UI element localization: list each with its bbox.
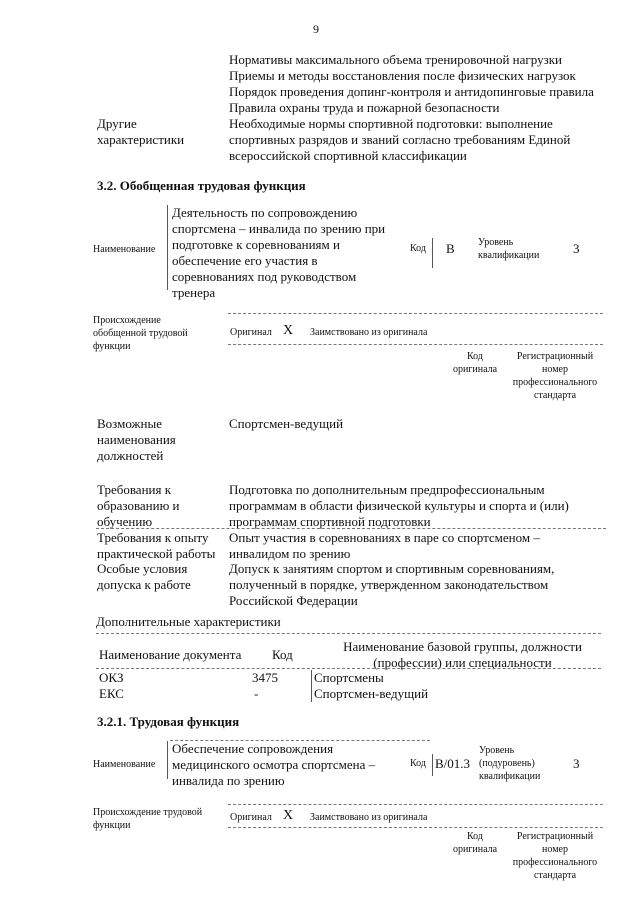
registration-number-caption xyxy=(505,350,605,402)
text-line: Приемы и методы восстановления после физических нагрузок xyxy=(229,68,576,83)
label-line: профессионального xyxy=(512,857,598,868)
level-value: 3 xyxy=(573,756,580,771)
borrowed-label: Заимствовано из оригинала xyxy=(310,327,428,338)
original-mark: X xyxy=(283,808,294,823)
col-code-header: Код xyxy=(272,647,293,662)
label-line: Регистрационный xyxy=(516,831,594,842)
other-characteristics-text xyxy=(229,52,619,164)
borrowed-label: Заимствовано из оригинала xyxy=(310,812,428,823)
text-line: программам спортивной подготовки xyxy=(229,514,431,529)
label-line: Регистрационный xyxy=(516,351,594,362)
subsection-heading: 3.2.1. Трудовая функция xyxy=(97,714,240,729)
original-label: Оригинал xyxy=(230,812,272,823)
label-line: обобщенной трудовой xyxy=(93,328,188,339)
table-row xyxy=(314,670,428,702)
cell-name: Спортсмены xyxy=(314,670,384,685)
experience-label xyxy=(97,530,215,562)
label-line: Уровень xyxy=(478,237,514,248)
text-line: полученный в порядке, утвержденном законодательством xyxy=(229,577,549,592)
label-line: профессионального xyxy=(512,377,598,388)
text-line: спортивных разрядов и званий согласно требованиям Единой xyxy=(229,132,571,147)
text-line: подготовке к соревнованиям и xyxy=(172,237,340,252)
origin-label xyxy=(93,806,202,832)
label-line: Наименование базовой группы, должности xyxy=(343,639,582,654)
table-row xyxy=(252,670,282,702)
text-line: спортсмена – инвалида по зрению при xyxy=(172,221,386,236)
label-line: функции xyxy=(93,820,131,831)
name-label: Наименование xyxy=(93,759,156,770)
function-name xyxy=(172,741,397,789)
label-line: (профессии) или специальности xyxy=(373,655,552,670)
label-line: квалификации xyxy=(478,250,540,261)
cell-code: - xyxy=(254,686,259,701)
code-value: B/01.3 xyxy=(435,756,471,771)
label-line: Код xyxy=(467,351,483,362)
col-name-header xyxy=(315,639,610,671)
label-line: оригинала xyxy=(452,364,498,375)
origin-label xyxy=(93,314,188,353)
positions-label xyxy=(97,416,176,464)
section-heading: 3.2. Обобщенная трудовая функция xyxy=(97,178,306,193)
level-label xyxy=(479,744,540,783)
text-line: Подготовка по дополнительным предпрофессиональным xyxy=(229,482,545,497)
original-label: Оригинал xyxy=(230,327,272,338)
text-line: инвалидом по зрению xyxy=(229,546,351,561)
label-line: функции xyxy=(93,341,131,352)
education-value xyxy=(229,482,619,530)
text-line: соревнованиях под руководством xyxy=(172,269,357,284)
other-characteristics-label xyxy=(97,116,184,148)
code-value: B xyxy=(446,241,455,256)
text-line: Нормативы максимального объема тренировочной нагрузки xyxy=(229,52,562,67)
label-line: Требования к xyxy=(97,482,172,497)
experience-value xyxy=(229,530,619,562)
admission-value xyxy=(229,561,619,609)
text-line: Порядок проведения допинг-контроля и антидопинговые правила xyxy=(229,84,594,99)
name-label: Наименование xyxy=(93,244,156,255)
text-line: Допуск к занятиям спортом и спортивным соревнованиям, xyxy=(229,561,555,576)
label-line: наименования xyxy=(97,432,176,447)
label-line: практической работы xyxy=(97,546,216,561)
code-label: Код xyxy=(410,243,426,254)
label-line: квалификации xyxy=(479,771,541,782)
cell-code: 3475 xyxy=(252,670,278,685)
label-line: Происхождение трудовой xyxy=(93,807,203,818)
text-line: программам в области физической культуры и спорта и (или) xyxy=(229,498,569,513)
text-line: Опыт участия в соревнованиях в паре со спортсменом – xyxy=(229,530,540,545)
label-line: Уровень xyxy=(479,745,515,756)
label-line: Происхождение xyxy=(93,315,161,326)
text-line: Правила охраны труда и пожарной безопасности xyxy=(229,100,500,115)
extra-heading: Дополнительные характеристики xyxy=(96,614,281,629)
table-row xyxy=(99,670,124,702)
text-line: обеспечение его участия в xyxy=(172,253,318,268)
text-line: медицинского осмотра спортсмена – xyxy=(172,757,376,772)
text-line: инвалида по зрению xyxy=(172,773,285,788)
label-line: оригинала xyxy=(452,844,498,855)
label-line: Требования к опыту xyxy=(97,530,209,545)
label-line: должностей xyxy=(97,448,164,463)
label-line: образованию и xyxy=(97,498,180,513)
original-mark: X xyxy=(283,323,294,338)
page-number: 9 xyxy=(313,22,319,36)
label-line: номер xyxy=(542,364,568,375)
level-value: 3 xyxy=(573,241,580,256)
text-line: Необходимые нормы спортивной подготовки: выполнение xyxy=(229,116,553,131)
education-label xyxy=(97,482,180,530)
function-name xyxy=(172,205,392,301)
cell-name: Спортсмен-ведущий xyxy=(314,686,429,701)
text-line: Российской Федерации xyxy=(229,593,358,608)
text-line: всероссийской спортивной классификации xyxy=(229,148,467,163)
label-line: характеристики xyxy=(97,132,185,147)
text-line: Деятельность по сопровождению xyxy=(172,205,358,220)
label-line: (подуровень) xyxy=(479,758,535,769)
label-line: Особые условия xyxy=(97,561,188,576)
text-line: Обеспечение сопровождения xyxy=(172,741,334,756)
label-line: Код xyxy=(467,831,483,842)
label-line: стандарта xyxy=(533,390,577,401)
admission-label xyxy=(97,561,191,593)
registration-number-caption xyxy=(505,830,605,882)
cell-document: ОКЗ xyxy=(99,670,124,685)
label-line: Возможные xyxy=(97,416,162,431)
original-code-caption xyxy=(450,830,500,856)
label-line: стандарта xyxy=(533,870,577,881)
code-label: Код xyxy=(410,758,426,769)
cell-document: ЕКС xyxy=(99,686,124,701)
level-label xyxy=(478,236,539,262)
original-code-caption xyxy=(450,350,500,376)
label-line: Другие xyxy=(97,116,137,131)
label-line: допуска к работе xyxy=(97,577,191,592)
col-document-header: Наименование документа xyxy=(99,647,242,662)
text-line: тренера xyxy=(172,285,216,300)
label-line: номер xyxy=(542,844,568,855)
positions-value: Спортсмен-ведущий xyxy=(229,416,344,431)
label-line: обучению xyxy=(97,514,153,529)
